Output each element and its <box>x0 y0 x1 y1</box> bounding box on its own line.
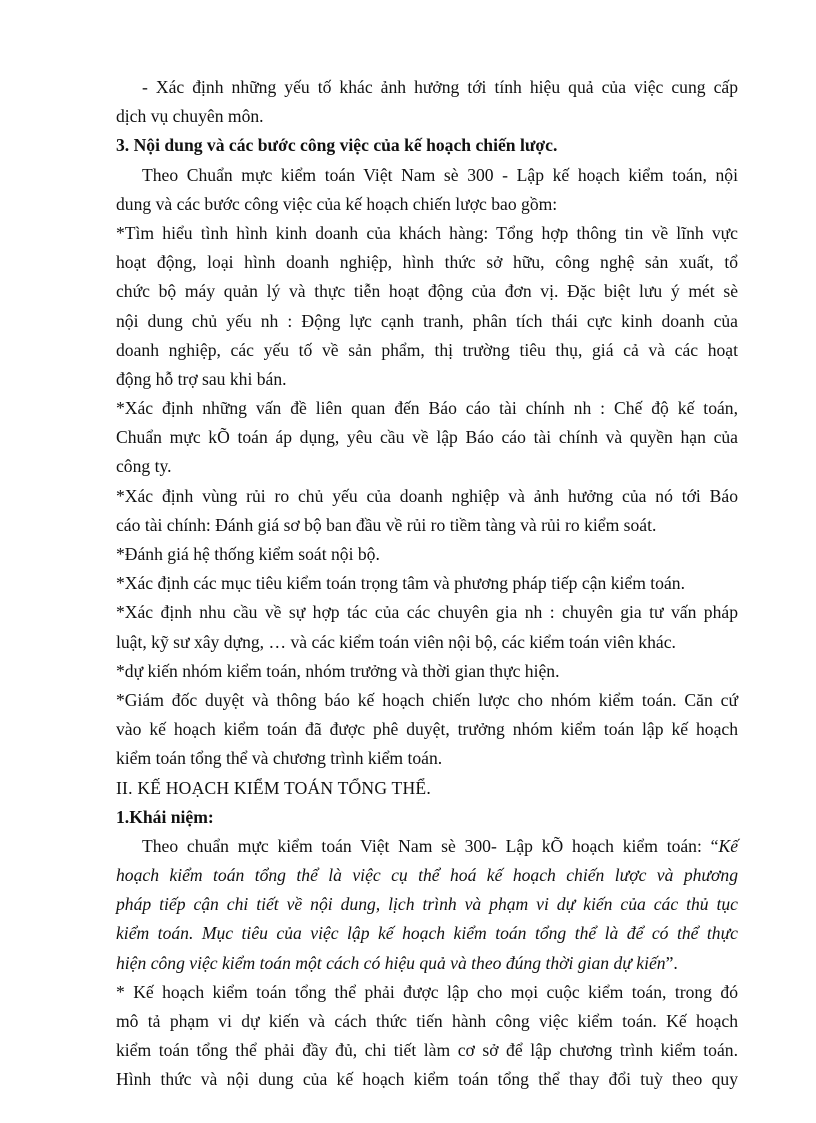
text-line: *dự kiến nhóm kiểm toán, nhóm trưởng và thời gian thực hiện. <box>116 660 560 681</box>
text-line: Theo Chuẩn mực kiểm toán Việt Nam sè 300 - Lập kế hoạch kiểm toán, nội <box>142 164 738 185</box>
text-line: *Xác định vùng rủi ro chủ yếu của doanh nghiệp và ảnh hưởng của nó tới Báo <box>116 485 738 506</box>
text-line: *Tìm hiểu tình hình kinh doanh của khách hàng: Tổng hợp thông tin về lĩnh vực <box>116 222 738 243</box>
text-line: dung và các bước công việc của kế hoạch chiến lược bao gồm: <box>116 193 558 214</box>
text-line: động hỗ trợ sau khi bán. <box>116 368 287 389</box>
text-line-mixed <box>116 949 738 978</box>
text-line: Chuẩn mực kÕ toán áp dụng, yêu cầu về lập Báo cáo tài chính và quyền hạn của <box>116 427 738 448</box>
section-heading: 3. Nội dung và các bước công việc của kế hoạch chiến lược. <box>116 135 558 156</box>
text-line: mô tả phạm vi dự kiến và cách thức tiến hành công việc kiểm toán. Kế hoạch <box>116 1011 738 1031</box>
text-line: dịch vụ chuyên môn. <box>116 106 264 127</box>
text-span: ”. <box>665 952 678 973</box>
text-line: doanh nghiệp, các yếu tố về sản phẩm, thị trường tiêu thụ, giá cả và các hoạt <box>116 339 738 360</box>
quote-line: kiểm toán. Mục tiêu của việc lập kế hoạch kiểm toán tổng thể là để có thể thực <box>116 923 738 944</box>
quote-span: Kế <box>718 835 738 856</box>
text-line: kiểm toán tổng thể phải đầy đủ, chi tiết làm cơ sở để lập chương trình kiểm toán. <box>116 1040 738 1061</box>
text-line: chức bộ máy quản lý và thực tiễn hoạt động của đơn vị. Đặc biệt lưu ý mét sè <box>116 281 738 302</box>
text-line: *Giám đốc duyệt và thông báo kế hoạch chiến lược cho nhóm kiểm toán. Căn cứ <box>116 689 738 710</box>
text-line: nội dung chủ yếu nh : Động lực cạnh tranh, phân tích thái cực kinh doanh của <box>116 310 738 331</box>
text-line: *Đánh giá hệ thống kiểm soát nội bộ. <box>116 544 380 564</box>
text-line: * Kế hoạch kiểm toán tổng thể phải được lập cho mọi cuộc kiểm toán, trong đó <box>116 981 738 1002</box>
text-line: cáo tài chính: Đánh giá sơ bộ ban đầu về rủi ro tiềm tàng và rủi ro kiểm soát. <box>116 514 657 535</box>
text-line: hoạt động, loại hình doanh nghiệp, hình thức sở hữu, công nghệ sản xuất, tổ <box>116 252 738 273</box>
quote-line: hoạch kiểm toán tổng thể là việc cụ thể hoá kế hoạch chiến lược và phương <box>116 865 738 886</box>
text-line: vào kế hoạch kiểm toán đã được phê duyệt, trưởng nhóm kiểm toán lập kế hoạch <box>116 719 738 740</box>
text-line: *Xác định nhu cầu về sự hợp tác của các chuyên gia nh : chuyên gia tư vấn pháp <box>116 602 738 623</box>
text-line: kiểm toán tổng thể và chương trình kiểm toán. <box>116 748 443 769</box>
chapter-heading: II. KẾ HOẠCH KIỂM TOÁN TỔNG THỂ. <box>116 777 431 798</box>
text-line: *Xác định các mục tiêu kiểm toán trọng tâm và phương pháp tiếp cận kiểm toán. <box>116 573 685 594</box>
text-line: - Xác định những yếu tố khác ảnh hưởng tới tính hiệu quả của việc cung cấp <box>142 77 738 97</box>
text-span: Theo chuẩn mực kiểm toán Việt Nam sè 300- Lập kÕ hoạch kiểm toán: “ <box>142 835 719 856</box>
text-line: luật, kỹ sư xây dựng, … và các kiểm toán viên nội bộ, các kiểm toán viên khác. <box>116 631 676 652</box>
quote-span: hiện công việc kiểm toán một cách có hiệu quả và theo đúng thời gian dự kiến <box>116 952 666 973</box>
subsection-heading: 1.Khái niệm: <box>116 806 214 827</box>
text-line: công ty. <box>116 456 172 477</box>
text-line: Hình thức và nội dung của kế hoạch kiểm toán tổng thể thay đổi tuỳ theo quy <box>116 1069 738 1090</box>
text-line-mixed <box>116 832 738 861</box>
text-line: *Xác định những vấn đề liên quan đến Báo cáo tài chính nh : Chế độ kế toán, <box>116 398 738 419</box>
quote-line: pháp tiếp cận chi tiết về nội dung, lịch trình và phạm vi dự kiến của các thủ tục <box>116 894 738 915</box>
document-body <box>116 73 738 1095</box>
